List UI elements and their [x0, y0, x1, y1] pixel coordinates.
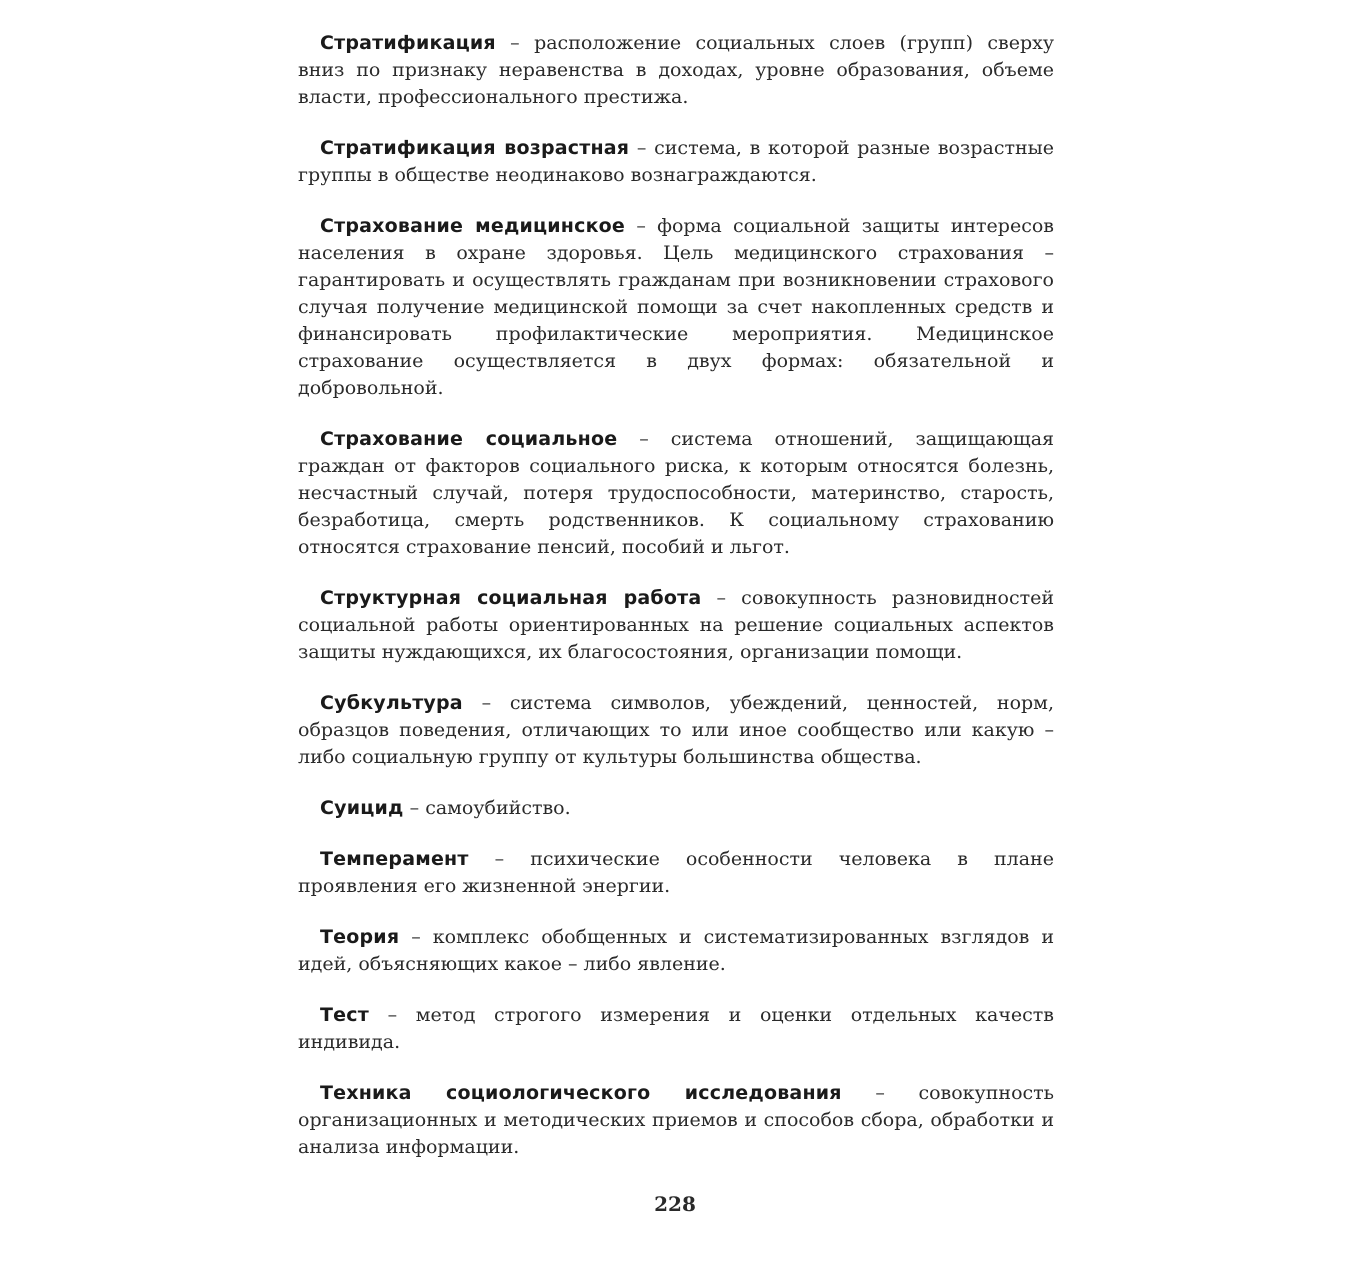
- glossary-entry-test: [298, 1002, 1054, 1056]
- definition: метод строгого измерения и оценки отдельных качеств индивида.: [298, 1004, 1055, 1053]
- glossary-entry-stratification: [298, 30, 1054, 111]
- term: Тест: [320, 1004, 369, 1026]
- term: Стратификация: [320, 32, 496, 54]
- glossary-entry-temperament: [298, 846, 1054, 900]
- glossary-entry-research-technique: [298, 1080, 1054, 1161]
- term: Страхование медицинское: [320, 215, 626, 237]
- glossary-page: [298, 30, 1054, 1185]
- separator: –: [716, 587, 727, 609]
- term: Техника социологического исследования: [320, 1082, 842, 1104]
- definition: психические особенности человека в плане проявления его жизненной энергии.: [298, 848, 1054, 897]
- separator: –: [409, 797, 420, 819]
- definition: форма социальной защиты интересов населения в охране здоровья. Цель медицинского страхования – гарантировать и осуществлять гражданам при возникновении страхового случая получение медицинской помощи за счет накопленных средств и финансировать профилактические мероприятия. Медицинское страхование осуществляется в двух формах: обязательной и добровольной.: [298, 215, 1054, 399]
- page-number: 228: [654, 1192, 696, 1216]
- glossary-entry-subculture: [298, 690, 1054, 771]
- separator: –: [636, 137, 647, 159]
- term: Структурная социальная работа: [320, 587, 702, 609]
- separator: –: [510, 32, 520, 54]
- term: Суицид: [320, 797, 404, 819]
- separator: –: [387, 1004, 398, 1026]
- definition: система символов, убеждений, ценностей, норм, образцов поведения, отличающих то или иное сообщество или какую – либо социальную группу от культуры большинства общества.: [298, 692, 1054, 768]
- glossary-entry-social-insurance: [298, 426, 1054, 561]
- glossary-entry-medical-insurance: [298, 213, 1054, 402]
- separator: –: [875, 1082, 885, 1104]
- definition: система отношений, защищающая граждан от факторов социального риска, к которым относятся болезнь, несчастный случай, потеря трудоспособности, материнство, старость, безработица, смерть родственников. К социальному страхованию относятся страхование пенсий, пособий и льгот.: [298, 428, 1055, 558]
- definition: совокупность организационных и методических приемов и способов сбора, обработки и анализа информации.: [298, 1082, 1055, 1158]
- separator: –: [481, 692, 492, 714]
- term: Страхование социальное: [320, 428, 618, 450]
- term: Теория: [320, 926, 400, 948]
- definition: совокупность разновидностей социальной работы ориентированных на решение социальных аспектов защиты нуждающихся, их благосостояния, организации помощи.: [298, 587, 1055, 663]
- definition: самоубийство.: [425, 797, 571, 819]
- term: Темперамент: [320, 848, 469, 870]
- glossary-entry-age-stratification: [298, 135, 1054, 189]
- term: Стратификация возрастная: [320, 137, 630, 159]
- term: Субкультура: [320, 692, 463, 714]
- separator: –: [411, 926, 421, 948]
- glossary-entry-theory: [298, 924, 1054, 978]
- separator: –: [494, 848, 505, 870]
- definition: система, в которой разные возрастные группы в обществе неодинаково вознаграждаются.: [298, 137, 1055, 186]
- definition: расположение социальных слоев (групп) сверху вниз по признаку неравенства в доходах, уровне образования, объеме власти, профессионального престижа.: [298, 32, 1055, 108]
- glossary-entry-suicide: [298, 795, 1054, 822]
- definition: комплекс обобщенных и систематизированных взглядов и идей, объясняющих какое – либо явление.: [298, 926, 1054, 975]
- separator: –: [636, 215, 646, 237]
- separator: –: [639, 428, 649, 450]
- glossary-entry-structural-social-work: [298, 585, 1054, 666]
